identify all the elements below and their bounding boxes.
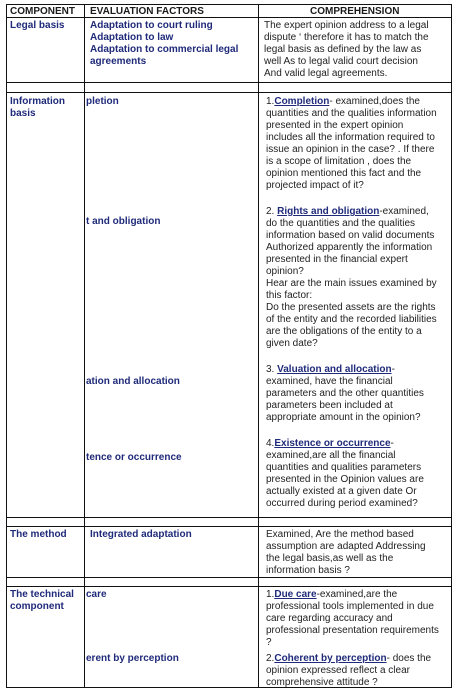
item-number: 1. <box>266 96 275 107</box>
factor-existence-occurrence: tence or occurrence <box>86 452 182 463</box>
description-line <box>266 438 424 450</box>
description-line: given date? <box>266 338 318 349</box>
item-title: Existence or occurrence <box>274 438 391 449</box>
description-line: is a scope of limitation , does the <box>266 156 412 167</box>
row-divider <box>6 526 452 527</box>
description-text: - examined,does the <box>329 96 420 107</box>
method-component: The method <box>10 529 67 540</box>
description-line: Hear are the main issues examined by <box>266 278 437 289</box>
description-line: appropriate amount in the opinion? <box>266 412 421 423</box>
valuation-allocation-description <box>266 364 424 424</box>
description-line <box>266 206 437 218</box>
factor-line: Adaptation to law <box>90 32 174 43</box>
legal-basis-description <box>264 20 429 80</box>
row-divider <box>6 517 452 518</box>
description-line <box>266 589 439 601</box>
component-line: component <box>10 601 64 612</box>
row-divider <box>6 577 452 578</box>
description-line: professional tools implemented in due <box>266 601 434 612</box>
factor-valuation-allocation: ation and allocation <box>86 376 180 387</box>
completion-description <box>266 96 437 192</box>
description-line: care regarding accuracy and <box>266 613 393 624</box>
description-line: quantities and qualities parameters <box>266 462 422 473</box>
description-line: information basis ? <box>266 565 350 576</box>
description-line: assumption are adapted Addressing <box>266 541 426 552</box>
description-line: dispute ‘ therefore it has to match the <box>264 32 429 43</box>
description-text: - <box>390 438 394 449</box>
item-number: 4. <box>266 438 275 449</box>
description-text: -examined,are the <box>316 589 398 600</box>
evaluation-table <box>6 4 452 688</box>
description-line: are the obligations of the entity to a <box>266 326 422 337</box>
description-line: And valid legal agreements. <box>264 68 388 79</box>
description-line: Examined, Are the method based <box>266 529 414 540</box>
rights-obligation-description <box>266 206 437 350</box>
description-line: Do the presented assets are the rights <box>266 302 436 313</box>
description-line: professional presentation requirements <box>266 625 439 636</box>
description-line: Authorized apparently the information <box>266 242 433 253</box>
description-line: presented in the financial expert <box>266 254 408 265</box>
description-text: - <box>391 364 395 375</box>
factor-rights-obligation: t and obligation <box>86 216 161 227</box>
description-line: examined, have the financial <box>266 376 393 387</box>
due-care-description <box>266 589 439 649</box>
description-line: opinion mentioned this fact and the <box>266 168 422 179</box>
item-title: Coherent by perception <box>274 653 387 664</box>
item-title: Due care <box>274 589 317 600</box>
coherent-perception-description <box>266 653 431 689</box>
description-line: the legal basis,as well as the <box>266 553 394 564</box>
description-line: this factor: <box>266 290 313 301</box>
item-title: Completion <box>274 96 330 107</box>
legal-basis-component: Legal basis <box>10 20 65 31</box>
item-title: Rights and obligation <box>277 206 380 217</box>
description-line <box>266 96 437 108</box>
description-line: examined,are all the financial <box>266 450 396 461</box>
description-line: opinion? <box>266 266 304 277</box>
factor-line: Adaptation to court ruling <box>90 20 213 31</box>
item-number: 2. <box>266 206 278 217</box>
description-line: of the entity and the recorded liabilities <box>266 314 437 325</box>
column-divider-1 <box>84 5 85 687</box>
column-divider-2 <box>258 5 259 687</box>
description-line: parameters and the other quantities <box>266 388 424 399</box>
description-line: do the quantities and the qualities <box>266 218 415 229</box>
description-line: presented in the expert opinion <box>266 120 404 131</box>
description-line <box>266 364 424 376</box>
description-line: ? <box>266 637 272 648</box>
header-component: COMPONENT <box>10 6 75 17</box>
description-line: information based on valid documents <box>266 230 435 241</box>
description-text: - does the <box>386 653 432 664</box>
factor-line: Adaptation to commercial legal <box>90 44 239 55</box>
description-line: quantities and the qualities information <box>266 108 437 119</box>
description-line: includes all the information required to <box>266 132 435 143</box>
existence-occurrence-description <box>266 438 424 510</box>
row-divider <box>6 586 452 587</box>
table-border-right <box>451 5 452 687</box>
description-line: The expert opinion address to a legal <box>264 20 429 31</box>
method-factor: Integrated adaptation <box>90 529 192 540</box>
information-basis-component <box>10 96 65 120</box>
description-line: actually existed at a given date Or <box>266 486 417 497</box>
item-number: 1. <box>266 589 275 600</box>
description-line: well As to legal valid court decision <box>264 56 418 67</box>
description-line: issue an opinion in the case? . If there <box>266 144 435 155</box>
technical-component <box>10 589 74 613</box>
factor-completion: pletion <box>86 96 119 107</box>
factor-coherent-perception: erent by perception <box>86 653 179 664</box>
description-text: -examined, <box>379 206 429 217</box>
legal-basis-factors <box>90 20 238 68</box>
item-number: 3. <box>266 364 278 375</box>
component-line: The technical <box>10 589 74 600</box>
description-line <box>266 653 431 665</box>
item-number: 2. <box>266 653 275 664</box>
header-evaluation-factors: EVALUATION FACTORS <box>90 6 204 17</box>
method-description <box>266 529 426 577</box>
description-line: parameters been included at <box>266 400 393 411</box>
factor-due-care: care <box>86 589 107 600</box>
component-line: basis <box>10 108 36 119</box>
description-line: projected impact of it? <box>266 180 364 191</box>
description-line: presented in the Opinion values are <box>266 474 424 485</box>
description-line: opinion expressed reflect a clear <box>266 665 410 676</box>
description-line: legal basis as defined by the law as <box>264 44 422 55</box>
description-line: comprehensive attitude ? <box>266 677 378 688</box>
component-line: Information <box>10 96 65 107</box>
row-divider <box>6 82 452 83</box>
header-comprehension: COMPREHENSION <box>310 6 400 17</box>
factor-line: agreements <box>90 56 147 67</box>
description-line: occurred during period examined? <box>266 498 418 509</box>
row-divider <box>6 92 452 93</box>
table-border-left <box>6 5 7 687</box>
item-title: Valuation and allocation <box>277 364 392 375</box>
